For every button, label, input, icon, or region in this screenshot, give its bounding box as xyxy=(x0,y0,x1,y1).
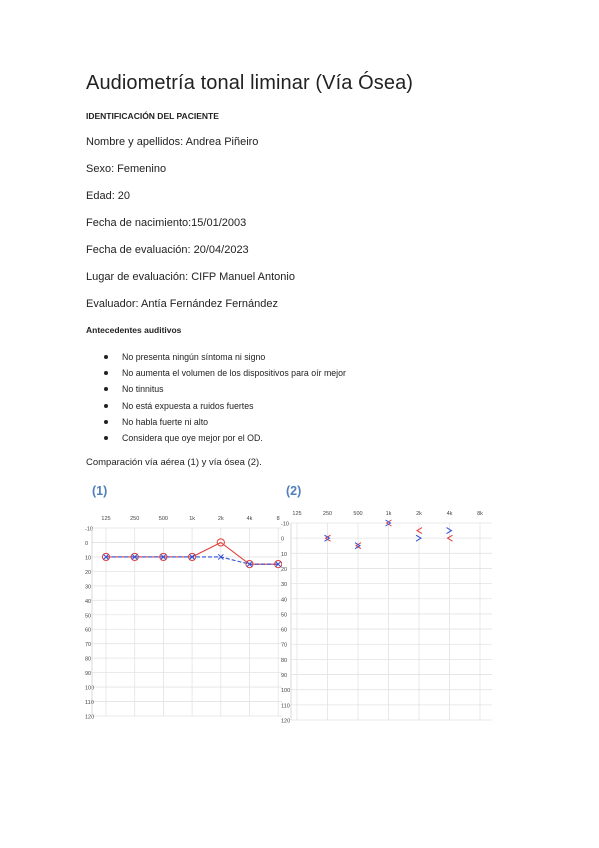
comparison-caption: Comparación vía aérea (1) y vía ósea (2). xyxy=(86,457,262,468)
history-item: No tinnitus xyxy=(104,383,346,399)
history-item: No aumenta el volumen de los dispositivos para oír mejor xyxy=(104,367,346,383)
evaluation-place: Lugar de evaluación: CIFP Manuel Antonio xyxy=(86,271,295,283)
evaluator: Evaluador: Antía Fernández Fernández xyxy=(86,298,279,310)
chart-label-bone: (2) xyxy=(286,484,302,498)
x-tick-label: 8k xyxy=(477,511,483,517)
y-tick-label: 50 xyxy=(281,612,288,619)
y-tick-label: -10 xyxy=(281,521,289,528)
audiogram-bone-conduction xyxy=(277,506,492,730)
y-tick-label: 20 xyxy=(85,569,92,576)
y-tick-label: 70 xyxy=(281,642,288,649)
y-tick-label: 30 xyxy=(281,582,288,589)
history-list xyxy=(104,351,346,448)
y-tick-label: 110 xyxy=(85,700,94,707)
page-title: Audiometría tonal liminar (Vía Ósea) xyxy=(86,72,414,94)
x-tick-label: 500 xyxy=(158,516,168,522)
evaluation-date: Fecha de evaluación: 20/04/2023 xyxy=(86,244,249,256)
y-tick-label: 100 xyxy=(281,688,291,695)
patient-age: Edad: 20 xyxy=(86,190,131,202)
x-tick-label: 250 xyxy=(322,511,333,517)
y-tick-label: -10 xyxy=(85,526,93,533)
x-tick-label: 8 xyxy=(276,516,280,522)
x-tick-label: 125 xyxy=(101,516,111,522)
data-point-bracket-right xyxy=(447,528,452,534)
y-tick-label: 30 xyxy=(85,584,92,591)
y-tick-label: 80 xyxy=(281,657,288,664)
x-tick-label: 1k xyxy=(189,516,196,522)
x-tick-label: 4k xyxy=(246,516,253,522)
y-tick-label: 60 xyxy=(85,627,92,634)
chart-label-air: (1) xyxy=(92,484,108,498)
y-tick-label: 110 xyxy=(281,703,290,710)
patient-sex: Sexo: Femenino xyxy=(86,163,167,175)
y-tick-label: 40 xyxy=(85,598,92,605)
y-tick-label: 90 xyxy=(281,673,288,680)
history-item: No está expuesta a ruidos fuertes xyxy=(104,400,346,416)
history-item: No presenta ningún síntoma ni signo xyxy=(104,351,346,367)
y-tick-label: 10 xyxy=(85,555,92,562)
x-tick-label: 500 xyxy=(353,511,363,517)
y-tick-label: 100 xyxy=(85,685,95,692)
patient-name: Nombre y apellidos: Andrea Piñeiro xyxy=(86,136,259,148)
y-tick-label: 0 xyxy=(281,536,285,543)
y-tick-label: 20 xyxy=(281,566,288,573)
y-tick-label: 120 xyxy=(85,714,95,721)
patient-birthdate: Fecha de nacimiento:15/01/2003 xyxy=(86,217,247,229)
y-tick-label: 90 xyxy=(85,671,92,678)
section-heading-history: Antecedentes auditivos xyxy=(86,325,182,335)
x-tick-label: 4k xyxy=(446,511,453,517)
history-item: Considera que oye mejor por el OD. xyxy=(104,432,346,448)
history-item: No habla fuerte ni alto xyxy=(104,416,346,432)
x-tick-label: 2k xyxy=(217,516,224,522)
y-tick-label: 60 xyxy=(281,627,288,634)
y-tick-label: 40 xyxy=(281,597,288,604)
x-tick-label: 1k xyxy=(385,511,392,517)
x-tick-label: 125 xyxy=(292,511,302,517)
y-tick-label: 50 xyxy=(85,613,92,620)
section-heading-patient: IDENTIFICACIÓN DEL PACIENTE xyxy=(86,111,219,121)
audiogram-air-conduction xyxy=(82,510,285,730)
data-point-bracket-left xyxy=(417,528,422,534)
y-tick-label: 10 xyxy=(281,551,288,558)
y-tick-label: 120 xyxy=(281,718,291,725)
y-tick-label: 70 xyxy=(85,642,92,649)
x-tick-label: 2k xyxy=(416,511,422,517)
x-tick-label: 250 xyxy=(130,516,140,522)
y-tick-label: 80 xyxy=(85,656,92,663)
y-tick-label: 0 xyxy=(85,540,89,547)
